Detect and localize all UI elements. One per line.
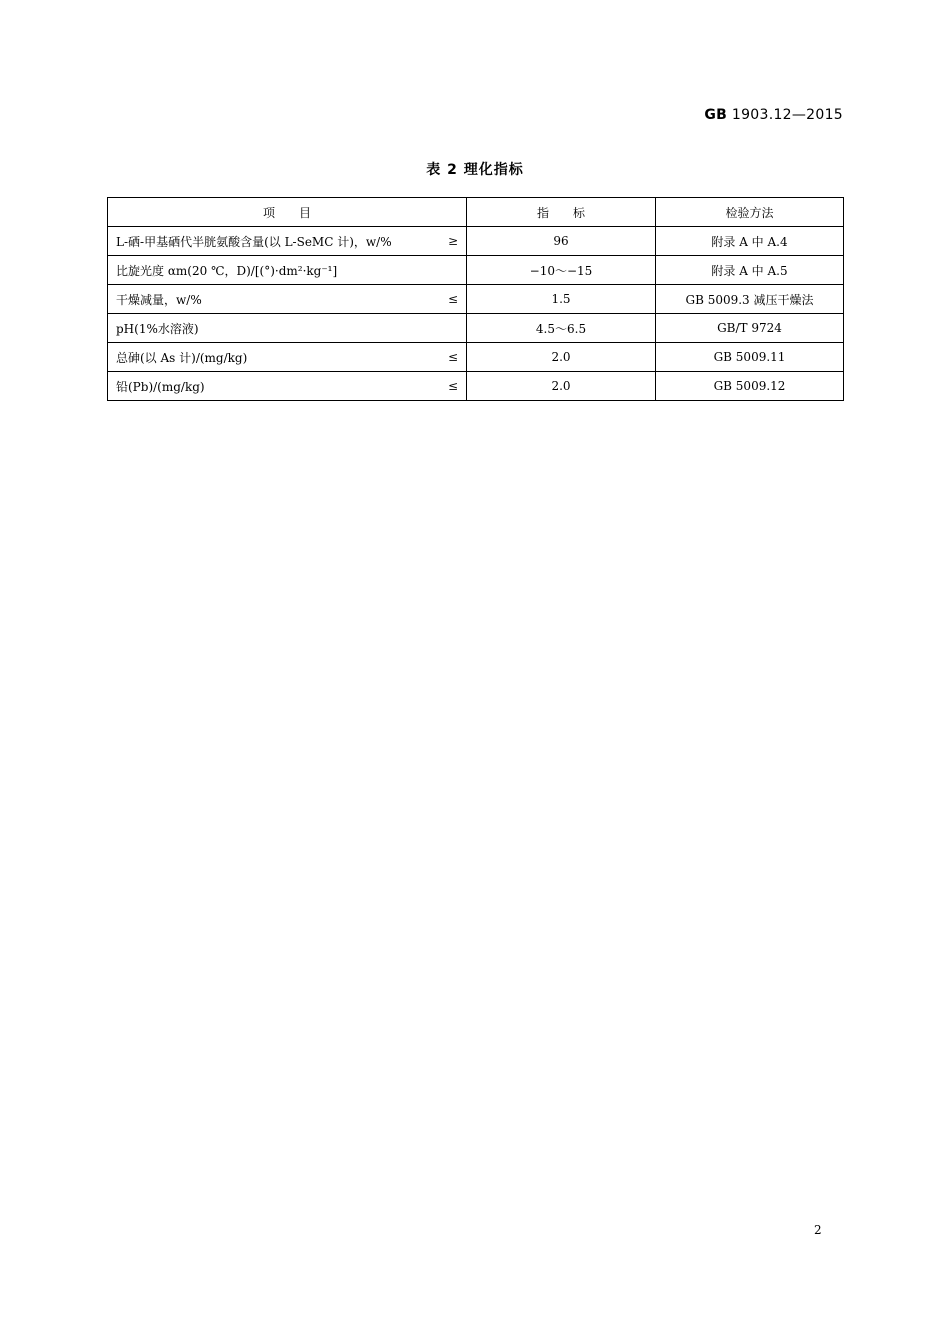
index-value: −10～−15 (467, 256, 656, 285)
index-value: 96 (467, 227, 656, 256)
item-cell (108, 372, 467, 401)
method-value: GB 5009.12 (656, 372, 844, 401)
index-value: 1.5 (467, 285, 656, 314)
item-cell (108, 343, 467, 372)
index-value: 2.0 (467, 372, 656, 401)
item-cell (108, 314, 467, 343)
method-value: GB/T 9724 (656, 314, 844, 343)
table-header-row (108, 198, 844, 227)
standard-code (704, 107, 843, 123)
column-header-item: 项 目 (108, 198, 467, 227)
column-header-index: 指 标 (467, 198, 656, 227)
item-cell (108, 227, 467, 256)
page-number: 2 (814, 1223, 822, 1237)
method-value: GB 5009.3 减压干燥法 (656, 285, 844, 314)
item-label: 比旋光度 αm(20 ℃，D)/[(°)·dm²·kg⁻¹] (116, 263, 338, 278)
operator-symbol: ≥ (447, 234, 458, 248)
index-value: 2.0 (467, 343, 656, 372)
table-title: 表 2 理化指标 (426, 162, 524, 178)
standard-code-prefix: GB (704, 107, 728, 123)
method-value: GB 5009.11 (656, 343, 844, 372)
table-row (108, 314, 844, 343)
method-value: 附录 A 中 A.4 (656, 227, 844, 256)
physicochemical-table (107, 197, 844, 401)
item-label: 干燥减量，w/% (116, 292, 202, 307)
table-row (108, 285, 844, 314)
item-label: 铅(Pb)/(mg/kg) (116, 379, 205, 394)
operator-symbol: ≤ (447, 379, 458, 393)
item-cell (108, 285, 467, 314)
operator-symbol: ≤ (447, 292, 458, 306)
column-header-method: 检验方法 (656, 198, 844, 227)
item-label: 总砷(以 As 计)/(mg/kg) (116, 350, 248, 365)
table-row (108, 256, 844, 285)
table-row (108, 372, 844, 401)
method-value: 附录 A 中 A.5 (656, 256, 844, 285)
item-label: pH(1%水溶液) (116, 321, 199, 336)
standard-code-number: 1903.12—2015 (731, 107, 843, 123)
operator-symbol: ≤ (447, 350, 458, 364)
item-label: L-硒-甲基硒代半胱氨酸含量(以 L-SeMC 计)，w/% (116, 234, 392, 249)
index-value: 4.5～6.5 (467, 314, 656, 343)
table-row (108, 227, 844, 256)
item-cell (108, 256, 467, 285)
table-row (108, 343, 844, 372)
